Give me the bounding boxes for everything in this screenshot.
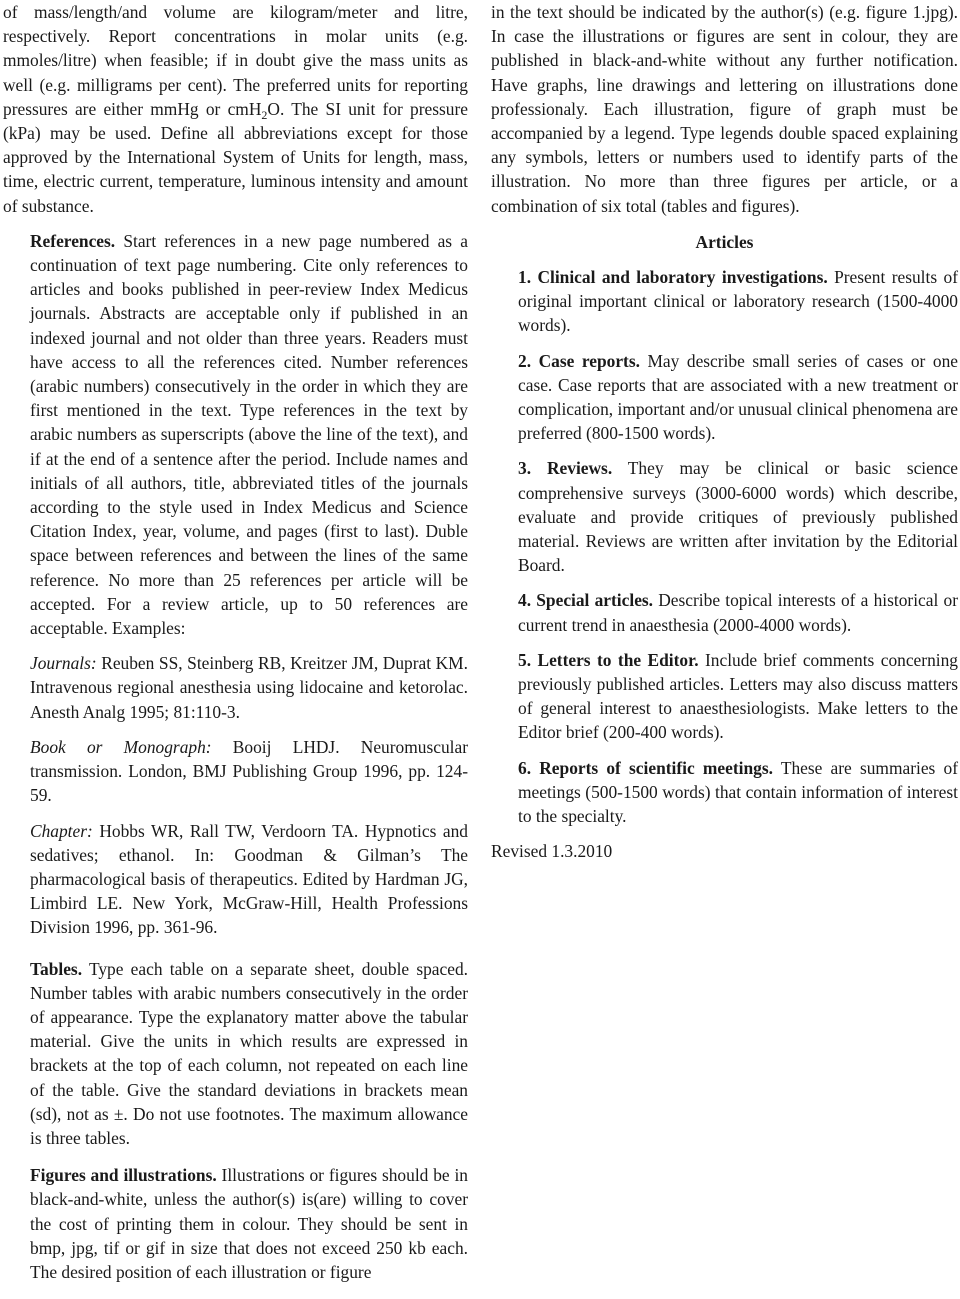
example-text-chapter: Hobbs WR, Rall TW, Verdoorn TA. Hypnotics and sedatives; ethanol. In: Goodman & Gilman’s The pharmacological basis of therapeutics. Edited by Hardman JG, Limbird LE. New York, McGraw-Hill, Health Professions Division 1996, pp. 361-96. <box>30 820 468 938</box>
article-heading-case-reports: 2. Case reports. <box>518 350 640 371</box>
example-book <box>3 735 468 808</box>
figures-heading: Figures and illustrations. <box>30 1165 217 1186</box>
article-type-special <box>491 588 958 636</box>
units-text-part-1: of mass/length/and volume are kilogram/meter and litre, respectively. Report concentrations in molar units (e.g. mmoles/litre) when feasible; if in doubt give the mass units as well (e.g. milligrams per cent). The preferred units for reporting pressures are either mmHg or cmH <box>3 2 468 119</box>
references-paragraph <box>3 229 468 640</box>
figures-text: Illustrations or figures should be in black-and-white, unless the author(s) is(are) willing to cover the cost of printing them in colour. They should be sent in bmp, jpg, tif or gif in size that does not exceed 250 kb each. The desired position of each illustration or figure <box>30 1165 468 1282</box>
article-text-letters: Include brief comments concerning previously published articles. Letters may also discuss matters of general interest to anaesthesiologists. Make letters to the Editor brief (200-400 words). <box>518 649 958 743</box>
article-type-reviews <box>491 456 958 577</box>
article-text-special: Describe topical interests of a historical or current trend in anaesthesia (2000-4000 words). <box>518 590 958 635</box>
tables-text: Type each table on a separate sheet, double spaced. Number tables with arabic numbers consecutively in the order of appearance. Type the explanatory matter above the tabular material. Give the units in which results are expressed in brackets at the top of each column, not repeated on each line of the table. Give the standard deviations in brackets mean (sd), not as ±. Do not use footnotes. The maximum allowance is three tables. <box>30 958 468 1148</box>
revision-date: Revised 1.3.2010 <box>491 841 613 862</box>
article-type-clinical <box>491 265 958 338</box>
articles-heading: Articles <box>695 231 754 252</box>
figures-continued-paragraph: in the text should be indicated by the author(s) (e.g. figure 1.jpg). In case the illustrations or figures are sent in colour, they are published in black-and-white without any further notification. Have graphs, line drawings and lettering on illustrations done professionaly. Each illustration, figure of graph must be accompanied by a legend. Type legends double spaced explaining any symbols, letters or numbers used to identify parts of the illustration. No more than three figures per article, or a combination of six total (tables and figures). <box>491 2 958 216</box>
units-paragraph <box>3 0 468 218</box>
references-text: Start references in a new page numbered as a continuation of text page numbering. Cite only references to articles and books published in peer-review Index Medicus journals. Abstracts are acceptable only if published in an indexed journal and not older than three years. Readers must have access to all the references cited. Number references (arabic numbers) consecutively in the order in which they are first mentioned in the text. Type references in the text by arabic numbers as superscripts (above the line of the text), and if at the end of a sentence after the period. Include names and initials of all authors, title, abbreviated titles of the journals according to the style used in Index Medicus and Science Citation Index, year, volume, and pages (first to last). Duble space between references and between the lines of the same reference. No more than 25 references per article will be accepted. For a review article, up to 50 references are acceptable. Examples: <box>30 230 468 639</box>
example-chapter <box>3 819 468 940</box>
figures-paragraph <box>3 1163 468 1284</box>
article-heading-special: 4. Special articles. <box>518 590 654 611</box>
example-label-journals: Journals: <box>30 653 97 674</box>
article-type-meetings <box>491 756 958 829</box>
example-journals <box>3 651 468 724</box>
subscript-2: 2 <box>261 107 268 122</box>
article-heading-letters: 5. Letters to the Editor. <box>518 649 699 670</box>
example-label-chapter: Chapter: <box>30 820 93 841</box>
article-text-clinical: Present results of original important clinical or laboratory research (1500-4000 words). <box>518 267 958 336</box>
article-text-reviews: They may be clinical or basic science comprehensive surveys (3000-6000 words) which describe, evaluate and provide critiques of previously published material. Reviews are written after invitation by the Editorial Board. <box>518 458 958 576</box>
article-type-letters <box>491 648 958 745</box>
example-text-book: Booij LHDJ. Neuromuscular transmission. London, BMJ Publishing Group 1996, pp. 124-59. <box>30 736 468 806</box>
references-heading: References. <box>30 230 116 251</box>
article-heading-clinical: 1. Clinical and laboratory investigations. <box>518 267 828 288</box>
article-text-meetings: These are summaries of meetings (500-1500 words) that contain information of interest to the specialty. <box>518 757 958 827</box>
article-text-case-reports: May describe small series of cases or one case. Case reports that are associated with a new treatment or complication, important and/or unusual clinical phenomena are preferred (800-1500 words). <box>518 350 958 444</box>
tables-paragraph <box>3 957 468 1151</box>
left-column <box>3 0 468 1284</box>
right-column <box>491 0 958 864</box>
example-text-journals: Reuben SS, Steinberg RB, Kreitzer JM, Duprat KM. Intravenous regional anesthesia using lidocaine and ketorolac. Anesth Analg 1995; 81:110-3. <box>30 653 468 722</box>
article-heading-reviews: 3. Reviews. <box>518 458 613 479</box>
article-heading-meetings: 6. Reports of scientific meetings. <box>518 757 773 778</box>
tables-heading: Tables. <box>30 958 83 979</box>
example-label-book: Book or Monograph: <box>30 736 212 757</box>
units-text-part-2: O. The SI unit for pressure (kPa) may be used. Define all abbreviations except for those approved by the International System of Units for length, mass, time, electric current, temperature, luminous intensity and amount of substance. <box>3 98 469 216</box>
article-type-case-reports <box>491 349 958 446</box>
